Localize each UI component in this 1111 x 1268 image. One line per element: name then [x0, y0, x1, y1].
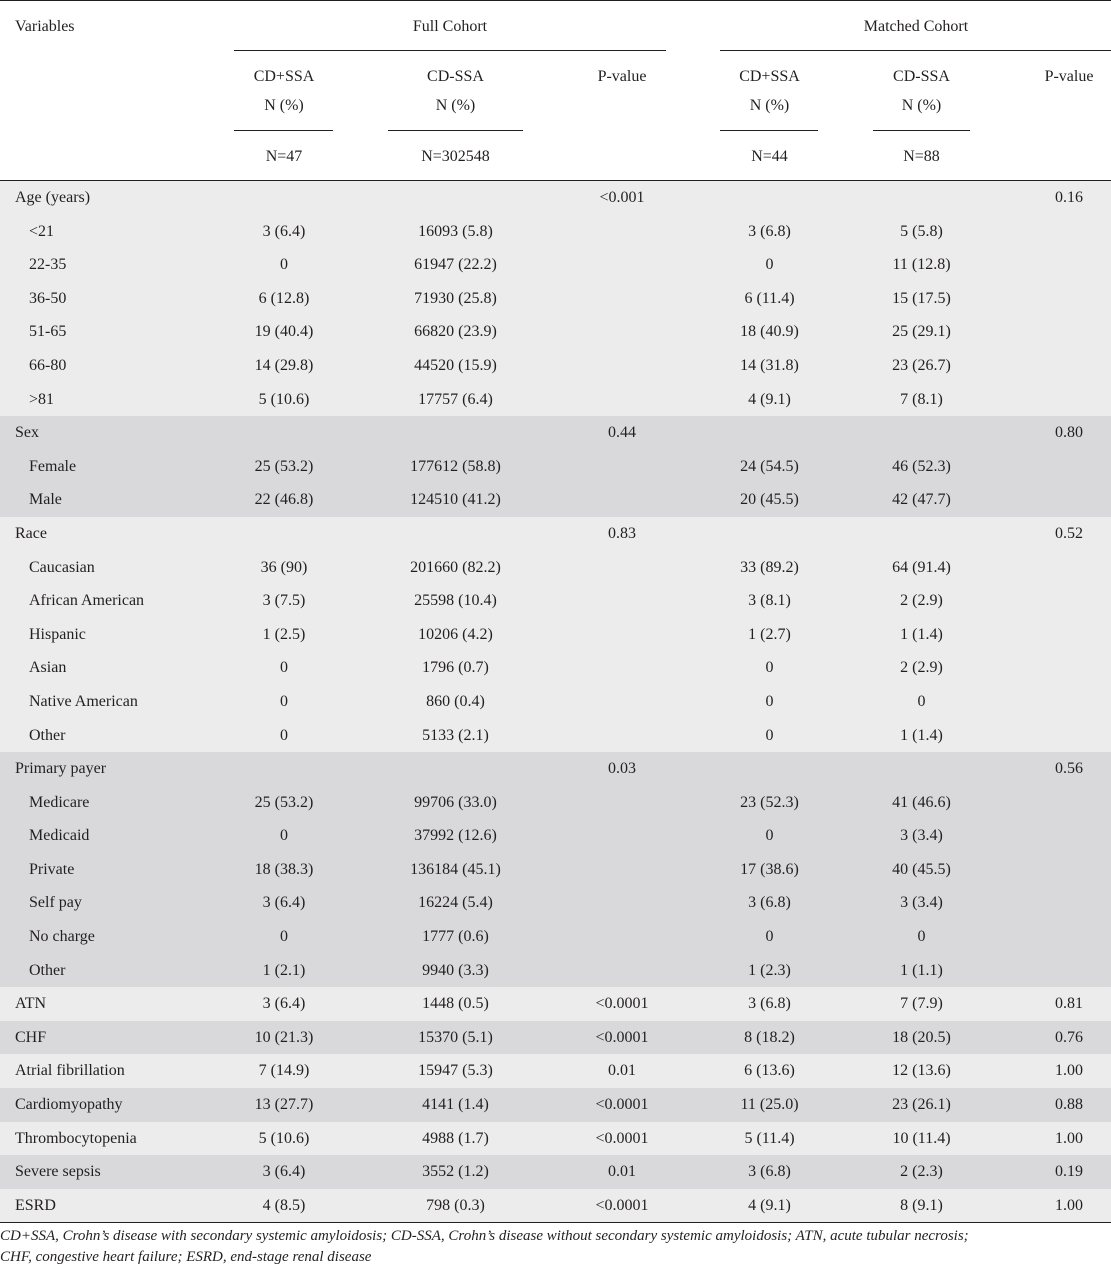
cell-full-cd-ssa-minus: 10206 (4.2): [418, 625, 493, 643]
table-row: [0, 752, 1111, 786]
cell-full-cd-ssa-plus: 0: [280, 659, 288, 677]
cell-full-cd-ssa-plus: 14 (29.8): [254, 356, 314, 374]
cell-full-pvalue: <0.0001: [595, 1096, 649, 1114]
header-full-n-pct-a: N (%): [264, 97, 304, 114]
table-row: [0, 483, 1111, 517]
cell-matched-cd-ssa-plus: 17 (38.6): [740, 860, 799, 878]
cell-matched-pvalue: 0.81: [1055, 995, 1083, 1013]
header-matched-cohort: Matched Cohort: [863, 18, 969, 35]
cell-full-cd-ssa-plus: 5 (10.6): [258, 1129, 310, 1147]
cell-matched-cd-ssa-minus: 42 (47.7): [892, 491, 951, 509]
cell-matched-cd-ssa-minus: 1 (1.4): [900, 625, 943, 643]
table-row: [0, 450, 1111, 484]
cell-full-pvalue: 0.83: [608, 524, 636, 542]
table-row: [0, 920, 1111, 954]
row-label: <21: [29, 222, 55, 240]
cell-matched-pvalue: 0.16: [1055, 189, 1083, 206]
row-label: Severe sepsis: [15, 1163, 101, 1181]
cell-matched-cd-ssa-minus: 0: [917, 692, 926, 710]
table-row: [0, 1122, 1111, 1156]
cell-matched-cd-ssa-minus: 0: [917, 928, 926, 946]
cell-full-pvalue: 0.03: [608, 760, 636, 778]
cell-full-cd-ssa-minus: 201660 (82.2): [410, 558, 501, 576]
matched-cohort-rule: [720, 50, 1111, 51]
row-label: Self pay: [29, 894, 82, 912]
table-row: [0, 786, 1111, 820]
row-label: 51-65: [29, 323, 67, 341]
row-label: Medicaid: [29, 827, 90, 845]
row-label: Primary payer: [15, 760, 107, 778]
cell-full-cd-ssa-plus: 3 (6.4): [262, 894, 306, 912]
header-matched-pvalue: P-value: [1044, 68, 1094, 85]
table-row: [0, 853, 1111, 887]
header-matched-cd-ssa-minus: CD-SSA: [893, 68, 950, 85]
row-label: Other: [29, 726, 66, 744]
table-row: [0, 987, 1111, 1021]
cell-matched-cd-ssa-plus: 14 (31.8): [740, 356, 799, 374]
cell-matched-cd-ssa-plus: 0: [765, 659, 774, 677]
cell-full-cd-ssa-plus: 0: [280, 928, 288, 946]
row-label: Age (years): [15, 189, 91, 206]
cell-full-cd-ssa-minus: 99706 (33.0): [414, 793, 497, 811]
header-full-n-b: N=302548: [421, 148, 490, 165]
table-row: [0, 819, 1111, 853]
cell-full-cd-ssa-plus: 4 (8.5): [262, 1196, 306, 1214]
cell-full-cd-ssa-minus: 4141 (1.4): [422, 1096, 489, 1114]
header-matched-n-pct-a: N (%): [749, 97, 790, 114]
table-row: [0, 584, 1111, 618]
cell-matched-cd-ssa-minus: 23 (26.1): [892, 1096, 951, 1114]
cell-matched-pvalue: 0.88: [1055, 1096, 1083, 1114]
cell-full-cd-ssa-minus: 798 (0.3): [426, 1196, 485, 1214]
cell-full-cd-ssa-plus: 25 (53.2): [254, 457, 314, 475]
row-label: 66-80: [29, 356, 67, 374]
cell-matched-cd-ssa-minus: 3 (3.4): [900, 827, 943, 845]
cell-full-cd-ssa-minus: 177612 (58.8): [410, 457, 501, 475]
cell-matched-pvalue: 0.76: [1055, 1028, 1083, 1046]
cell-matched-cd-ssa-minus: 18 (20.5): [892, 1028, 951, 1046]
row-label: Race: [15, 524, 47, 542]
cell-full-cd-ssa-plus: 1 (2.1): [262, 961, 306, 979]
cell-matched-cd-ssa-plus: 3 (8.1): [748, 592, 791, 610]
cell-matched-cd-ssa-minus: 1 (1.1): [900, 961, 943, 979]
table-row: [0, 886, 1111, 920]
cell-full-cd-ssa-minus: 4988 (1.7): [422, 1129, 489, 1147]
cell-matched-cd-ssa-plus: 0: [765, 726, 774, 744]
header-full-cd-ssa-minus: CD-SSA: [427, 68, 484, 85]
row-label: ATN: [15, 995, 47, 1013]
cell-matched-cd-ssa-minus: 11 (12.8): [892, 256, 951, 274]
cell-full-cd-ssa-plus: 22 (46.8): [254, 491, 314, 509]
row-label: 22-35: [29, 256, 67, 274]
cell-matched-cd-ssa-minus: 46 (52.3): [892, 457, 951, 475]
subheader-rule-a: [234, 130, 333, 131]
cell-matched-cd-ssa-plus: 3 (6.8): [748, 1163, 791, 1181]
cell-matched-cd-ssa-plus: 5 (11.4): [744, 1129, 795, 1147]
row-label: Native American: [29, 692, 138, 710]
cell-matched-cd-ssa-plus: 6 (11.4): [744, 289, 795, 307]
table-row: [0, 618, 1111, 652]
table-row: [0, 1088, 1111, 1122]
cell-matched-cd-ssa-minus: 23 (26.7): [892, 356, 951, 374]
row-label: ESRD: [15, 1196, 56, 1214]
cell-full-cd-ssa-plus: 0: [280, 827, 288, 845]
cell-full-cd-ssa-minus: 15370 (5.1): [418, 1028, 493, 1046]
cell-full-pvalue: 0.01: [608, 1163, 636, 1181]
table-row: [0, 719, 1111, 753]
row-label: Asian: [29, 659, 67, 677]
row-label: No charge: [29, 928, 95, 946]
row-label: Private: [29, 860, 75, 878]
subheader-rule-b: [388, 130, 523, 131]
cell-matched-cd-ssa-plus: 4 (9.1): [748, 390, 791, 408]
table-row: [0, 517, 1111, 551]
header-full-n-pct-b: N (%): [435, 97, 476, 114]
cell-matched-cd-ssa-plus: 3 (6.8): [748, 894, 791, 912]
row-label: African American: [29, 592, 145, 610]
cell-matched-pvalue: 1.00: [1055, 1196, 1083, 1214]
table-row: [0, 551, 1111, 585]
row-label: Thrombocytopenia: [15, 1129, 137, 1147]
cell-matched-cd-ssa-plus: 4 (9.1): [748, 1196, 791, 1214]
header-matched-n-pct-b: N (%): [901, 97, 942, 114]
cell-full-cd-ssa-plus: 36 (90): [260, 558, 308, 576]
cell-full-cd-ssa-plus: 3 (7.5): [262, 592, 306, 610]
table-row: [0, 248, 1111, 282]
cell-matched-cd-ssa-minus: 7 (7.9): [900, 995, 943, 1013]
cell-full-cd-ssa-minus: 17757 (6.4): [418, 390, 493, 408]
cell-matched-cd-ssa-plus: 3 (6.8): [748, 222, 791, 240]
table-row: [0, 651, 1111, 685]
cell-matched-pvalue: 0.80: [1055, 424, 1083, 442]
cell-full-cd-ssa-plus: 6 (12.8): [258, 289, 310, 307]
subheader-rule-c: [720, 130, 818, 131]
header-full-n-a: N=47: [265, 148, 303, 165]
cell-matched-pvalue: 0.19: [1055, 1163, 1083, 1181]
cell-full-cd-ssa-minus: 3552 (1.2): [422, 1163, 489, 1181]
cell-full-cd-ssa-minus: 66820 (23.9): [414, 323, 497, 341]
table-row: [0, 282, 1111, 316]
cell-matched-cd-ssa-plus: 0: [765, 827, 774, 845]
cell-full-cd-ssa-minus: 1796 (0.7): [422, 659, 489, 677]
subheader-rule-d: [873, 130, 970, 131]
table-row: [0, 685, 1111, 719]
cell-matched-cd-ssa-plus: 1 (2.7): [748, 625, 791, 643]
top-rule: [0, 0, 1111, 1]
cell-full-cd-ssa-minus: 15947 (5.3): [418, 1062, 493, 1080]
cell-full-cd-ssa-minus: 37992 (12.6): [414, 827, 497, 845]
footnote-line-2: CHF, congestive heart failure; ESRD, end-stage renal disease: [0, 1249, 372, 1265]
cell-matched-cd-ssa-minus: 64 (91.4): [892, 558, 951, 576]
cell-full-cd-ssa-plus: 5 (10.6): [258, 390, 310, 408]
table-row: [0, 215, 1111, 249]
table-footnote: [0, 1226, 1111, 1268]
cell-full-pvalue: <0.0001: [595, 995, 649, 1013]
cell-full-cd-ssa-minus: 1448 (0.5): [422, 995, 489, 1013]
cell-full-cd-ssa-plus: 19 (40.4): [254, 323, 314, 341]
row-label: Male: [29, 491, 62, 509]
cell-matched-cd-ssa-minus: 2 (2.3): [900, 1163, 943, 1181]
table-row: [0, 315, 1111, 349]
cell-matched-cd-ssa-minus: 41 (46.6): [892, 793, 951, 811]
cell-full-cd-ssa-plus: 18 (38.3): [254, 860, 314, 878]
row-label: Atrial fibrillation: [15, 1062, 125, 1080]
header-matched-n-a: N=44: [751, 148, 788, 165]
cell-matched-cd-ssa-minus: 25 (29.1): [892, 323, 951, 341]
cell-matched-pvalue: 1.00: [1055, 1062, 1083, 1080]
cell-matched-cd-ssa-plus: 8 (18.2): [744, 1028, 795, 1046]
cell-matched-cd-ssa-plus: 20 (45.5): [740, 491, 799, 509]
cell-matched-cd-ssa-minus: 1 (1.4): [900, 726, 943, 744]
table-row: [0, 181, 1111, 215]
cell-matched-pvalue: 1.00: [1055, 1129, 1083, 1147]
table-body: [0, 181, 1111, 1222]
header-full-cd-ssa-plus: CD+SSA: [253, 68, 315, 85]
cell-matched-cd-ssa-minus: 2 (2.9): [900, 659, 943, 677]
cell-full-cd-ssa-plus: 0: [280, 256, 288, 274]
table-row: [0, 1021, 1111, 1055]
cell-full-cd-ssa-plus: 3 (6.4): [262, 995, 306, 1013]
row-label: Sex: [15, 424, 39, 442]
cell-matched-cd-ssa-plus: 33 (89.2): [740, 558, 799, 576]
cell-full-cd-ssa-minus: 25598 (10.4): [414, 592, 497, 610]
cell-matched-cd-ssa-minus: 7 (8.1): [900, 390, 943, 408]
cell-full-cd-ssa-plus: 3 (6.4): [262, 222, 306, 240]
header-full-pvalue: P-value: [597, 68, 647, 85]
cell-matched-pvalue: 0.56: [1055, 760, 1083, 778]
table-row: [0, 383, 1111, 417]
cell-matched-cd-ssa-minus: 2 (2.9): [900, 592, 943, 610]
header-variables: Variables: [15, 18, 75, 35]
row-label: Caucasian: [29, 558, 95, 576]
cell-full-cd-ssa-minus: 61947 (22.2): [414, 256, 497, 274]
cell-full-cd-ssa-minus: 16224 (5.4): [418, 894, 493, 912]
row-label: Hispanic: [29, 625, 86, 643]
header-matched-cd-ssa-plus: CD+SSA: [739, 68, 800, 85]
table-row: [0, 416, 1111, 450]
table-row: [0, 954, 1111, 988]
cell-full-pvalue: <0.0001: [595, 1196, 649, 1214]
cell-matched-pvalue: 0.52: [1055, 524, 1083, 542]
cell-matched-cd-ssa-plus: 11 (25.0): [740, 1096, 799, 1114]
cell-matched-cd-ssa-plus: 23 (52.3): [740, 793, 799, 811]
row-label: Cardiomyopathy: [15, 1096, 123, 1114]
cell-full-cd-ssa-plus: 25 (53.2): [254, 793, 314, 811]
cell-matched-cd-ssa-plus: 24 (54.5): [740, 457, 799, 475]
table-row: [0, 1155, 1111, 1189]
cell-full-cd-ssa-minus: 136184 (45.1): [410, 860, 501, 878]
cell-full-cd-ssa-minus: 16093 (5.8): [418, 222, 493, 240]
cell-full-cd-ssa-minus: 1777 (0.6): [422, 928, 489, 946]
cell-full-pvalue: <0.0001: [595, 1028, 649, 1046]
cell-matched-cd-ssa-minus: 40 (45.5): [892, 860, 951, 878]
cell-full-cd-ssa-minus: 5133 (2.1): [422, 726, 489, 744]
cell-full-pvalue: <0.0001: [595, 1129, 649, 1147]
table-row: [0, 1054, 1111, 1088]
cell-full-cd-ssa-minus: 124510 (41.2): [410, 491, 501, 509]
header-matched-n-b: N=88: [903, 148, 940, 165]
cell-full-cd-ssa-plus: 3 (6.4): [262, 1163, 306, 1181]
table-row: [0, 1189, 1111, 1223]
cell-full-cd-ssa-plus: 10 (21.3): [254, 1028, 314, 1046]
cell-full-cd-ssa-minus: 71930 (25.8): [414, 289, 497, 307]
full-cohort-rule: [234, 50, 666, 51]
cell-full-cd-ssa-minus: 44520 (15.9): [414, 356, 497, 374]
cell-matched-cd-ssa-plus: 6 (13.6): [744, 1062, 795, 1080]
cell-matched-cd-ssa-plus: 18 (40.9): [740, 323, 799, 341]
cell-matched-cd-ssa-minus: 8 (9.1): [900, 1196, 943, 1214]
row-label: CHF: [15, 1028, 47, 1046]
header-full-cohort: Full Cohort: [412, 18, 488, 35]
cell-full-cd-ssa-plus: 0: [280, 692, 288, 710]
cell-full-cd-ssa-plus: 1 (2.5): [262, 625, 306, 643]
row-label: Female: [29, 457, 77, 475]
cell-matched-cd-ssa-plus: 0: [765, 928, 774, 946]
footnote-line-1: CD+SSA, Crohn’s disease with secondary systemic amyloidosis; CD-SSA, Crohn’s disease without secondary systemic amyloidosis; ATN, acute tubular necrosis;: [0, 1228, 969, 1244]
row-label: Medicare: [29, 793, 90, 811]
cell-matched-cd-ssa-plus: 1 (2.3): [748, 961, 791, 979]
row-label: Other: [29, 961, 66, 979]
cell-full-cd-ssa-minus: 9940 (3.3): [422, 961, 489, 979]
cell-matched-cd-ssa-plus: 0: [765, 256, 774, 274]
cell-matched-cd-ssa-plus: 0: [765, 692, 774, 710]
cell-matched-cd-ssa-minus: 10 (11.4): [892, 1129, 951, 1147]
cell-full-pvalue: <0.001: [599, 189, 645, 206]
cell-full-cd-ssa-plus: 0: [280, 726, 288, 744]
cell-matched-cd-ssa-minus: 5 (5.8): [900, 222, 943, 240]
table-row: [0, 349, 1111, 383]
cell-full-cd-ssa-plus: 7 (14.9): [258, 1062, 310, 1080]
table-end-rule: [0, 1222, 1111, 1223]
cell-matched-cd-ssa-minus: 12 (13.6): [892, 1062, 951, 1080]
row-label: 36-50: [29, 289, 67, 307]
row-label: >81: [29, 390, 55, 408]
cell-matched-cd-ssa-minus: 3 (3.4): [900, 894, 943, 912]
cell-full-pvalue: 0.44: [608, 424, 636, 442]
cell-full-cd-ssa-minus: 860 (0.4): [426, 692, 485, 710]
cell-full-pvalue: 0.01: [608, 1062, 636, 1080]
cell-matched-cd-ssa-plus: 3 (6.8): [748, 995, 791, 1013]
cell-matched-cd-ssa-minus: 15 (17.5): [892, 289, 951, 307]
cell-full-cd-ssa-plus: 13 (27.7): [254, 1096, 314, 1114]
